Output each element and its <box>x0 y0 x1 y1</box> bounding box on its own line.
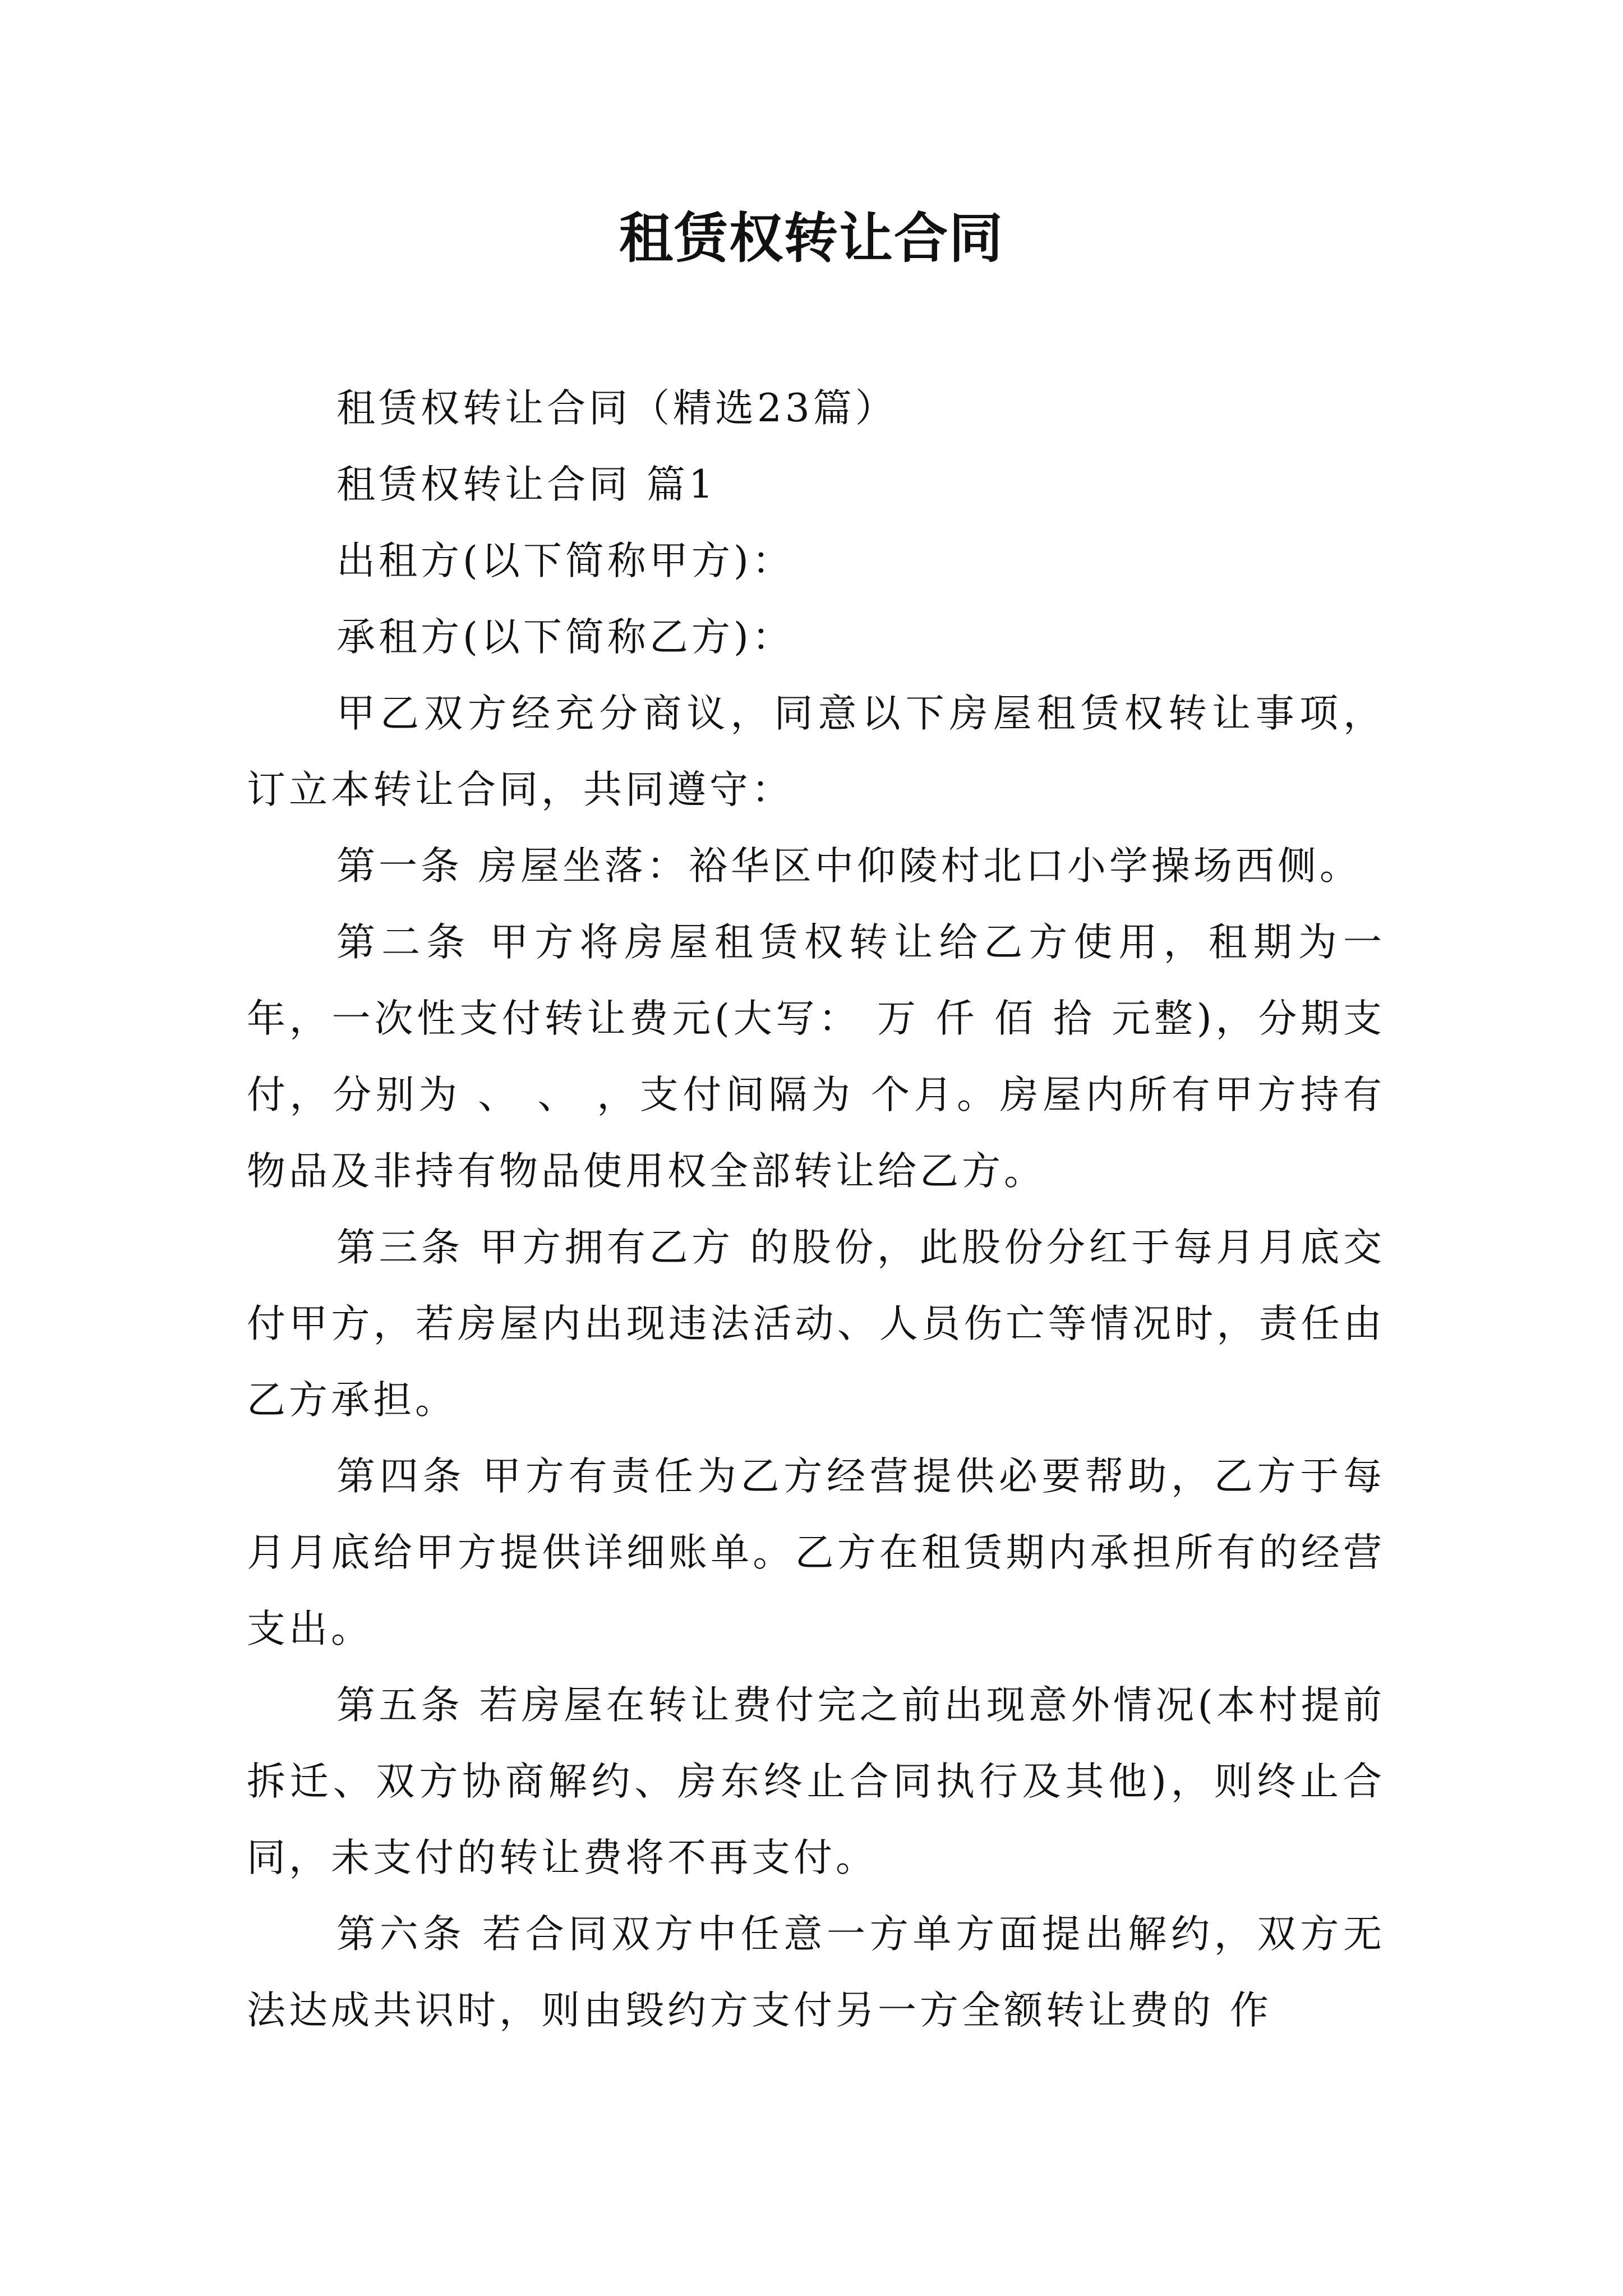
paragraph-subtitle: 租赁权转让合同（精选23篇） <box>336 386 897 431</box>
document-title: 租赁权转让合同 <box>619 207 1004 270</box>
document-body <box>247 370 1385 2049</box>
paragraph-preamble: 甲乙双方经充分商议，同意以下房屋租赁权转让事项，订立本转让合同，共同遵守： <box>247 691 1385 812</box>
paragraph-lessor: 出租方(以下简称甲方)： <box>336 539 794 583</box>
paragraph-section-heading: 租赁权转让合同 篇1 <box>336 462 717 507</box>
paragraph-article-5: 第五条 若房屋在转让费付完之前出现意外情况(本村提前拆迁、双方协商解约、房东终止合同执行及其他)，则终止合同，未支付的转让费将不再支付。 <box>247 1683 1385 1880</box>
paragraph-article-4: 第四条 甲方有责任为乙方经营提供必要帮助，乙方于每月月底给甲方提供详细账单。乙方在租赁期内承担所有的经营支出。 <box>247 1454 1385 1651</box>
paragraph-article-6: 第六条 若合同双方中任意一方单方面提出解约，双方无法达成共识时，则由毁约方支付另一方全额转让费的 作 <box>247 1912 1385 2033</box>
paragraph-lessee: 承租方(以下简称乙方)： <box>336 615 794 660</box>
paragraph-article-3: 第三条 甲方拥有乙方 的股份，此股份分红于每月月底交付甲方，若房屋内出现违法活动、人员伤亡等情况时，责任由乙方承担。 <box>247 1225 1385 1423</box>
paragraph-article-1: 第一条 房屋坐落：裕华区中仰陵村北口小学操场西侧。 <box>336 844 1362 889</box>
paragraph-article-2: 第二条 甲方将房屋租赁权转让给乙方使用，租期为一年，一次性支付转让费元(大写： 万 仟 佰 拾 元整)，分期支付，分别为 、 、 ，支付间隔为 个月。房屋内所有甲方持有物品及非持有物品使用权全部转让给乙方。 <box>247 920 1385 1194</box>
